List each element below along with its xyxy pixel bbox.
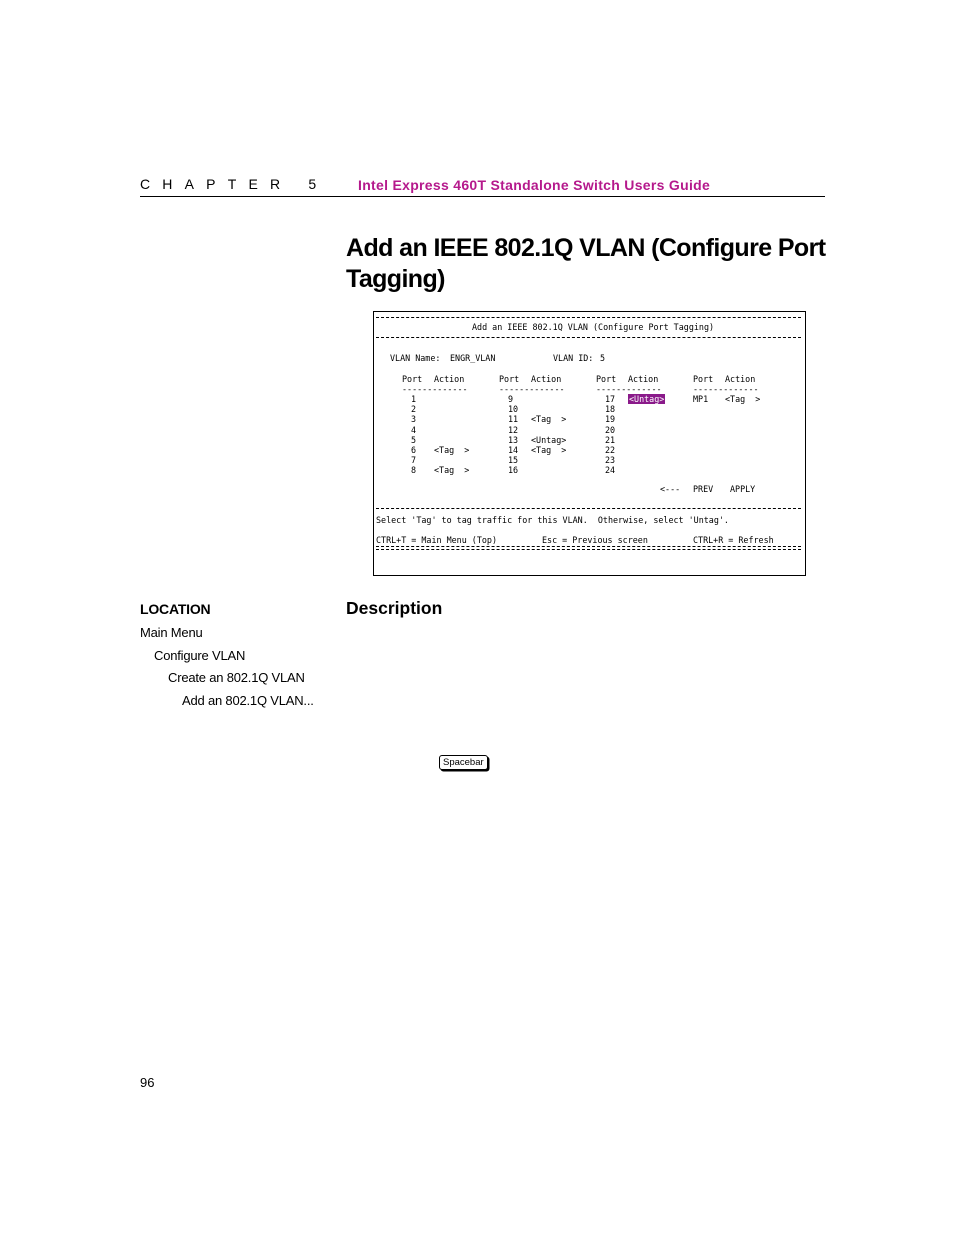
port-action-field[interactable]: <Tag >: [725, 394, 761, 404]
port-column-header: Port: [499, 374, 520, 384]
port-number: 14: [508, 445, 519, 455]
divider: [376, 317, 801, 318]
location-item: Create an 802.1Q VLAN: [168, 670, 305, 685]
port-number: 3: [411, 414, 417, 425]
port-number: 9: [508, 394, 514, 404]
port-number: 22: [605, 445, 616, 455]
chapter-header: [140, 176, 825, 197]
prev-button[interactable]: PREV: [693, 484, 714, 494]
port-number: 24: [605, 465, 616, 476]
action-column-header: Action: [434, 374, 465, 384]
vlan-id-label: VLAN ID:: [553, 353, 594, 363]
action-column-header: Action: [531, 374, 562, 384]
column-underline: -------------: [596, 384, 662, 394]
shortcut-refresh: CTRL+R = Refresh: [693, 535, 774, 545]
port-action-field[interactable]: <Untag>: [629, 394, 665, 404]
terminal-screenshot: [373, 311, 806, 576]
divider: [376, 546, 801, 550]
chapter-label: CHAPTER 5: [140, 176, 329, 192]
help-text: Select 'Tag' to tag traffic for this VLAN. Otherwise, select 'Untag'.: [376, 515, 729, 525]
port-number: 10: [508, 404, 519, 415]
port-number: 12: [508, 424, 519, 435]
description-heading: Description: [346, 598, 443, 618]
vlan-name-label: VLAN Name:: [390, 353, 441, 363]
port-number: 16: [508, 465, 519, 476]
location-item: Add an 802.1Q VLAN...: [182, 693, 314, 708]
port-number: 7: [411, 455, 417, 466]
location-item: Configure VLAN: [154, 648, 246, 663]
divider: [376, 337, 801, 338]
port-action-field[interactable]: <Tag >: [531, 414, 567, 425]
vlan-id-value: 5: [600, 353, 606, 363]
location-heading: LOCATION: [140, 601, 211, 617]
shortcut-main-menu: CTRL+T = Main Menu (Top): [376, 535, 498, 545]
screen-title: Add an IEEE 802.1Q VLAN (Configure Port Tagging): [472, 322, 715, 332]
back-arrow[interactable]: <---: [660, 484, 681, 494]
port-number: 5: [411, 434, 417, 445]
column-underline: -------------: [693, 384, 759, 394]
port-number: 19: [605, 414, 616, 425]
divider: [376, 508, 801, 509]
port-number: 8: [411, 465, 417, 476]
action-column-header: Action: [628, 374, 659, 384]
port-number: 23: [605, 455, 616, 466]
port-action-field[interactable]: <Tag >: [434, 465, 470, 476]
port-column-header: Port: [596, 374, 617, 384]
port-column-header: Port: [693, 374, 714, 384]
port-number: 17: [605, 394, 616, 404]
port-number: 11: [508, 414, 519, 425]
page-title: Add an IEEE 802.1Q VLAN (Configure Port Tagging): [346, 234, 826, 293]
page-number: 96: [140, 1075, 155, 1090]
port-action-field[interactable]: <Tag >: [531, 445, 567, 455]
port-number: 18: [605, 404, 616, 415]
port-number: 20: [605, 424, 616, 435]
apply-button[interactable]: APPLY: [730, 484, 756, 494]
location-item: Main Menu: [140, 625, 203, 640]
port-action-field[interactable]: <Tag >: [434, 445, 470, 455]
port-number: 1: [411, 394, 417, 404]
port-number: 13: [508, 434, 519, 445]
guide-title: Intel Express 460T Standalone Switch Users Guide: [358, 177, 711, 193]
port-number: 21: [605, 434, 616, 445]
action-column-header: Action: [725, 374, 756, 384]
port-number: MP1: [693, 394, 709, 404]
port-number: 15: [508, 455, 519, 466]
port-column-header: Port: [402, 374, 423, 384]
port-action-field[interactable]: <Untag>: [531, 434, 567, 445]
port-number: 2: [411, 404, 417, 415]
shortcut-previous-screen: Esc = Previous screen: [542, 535, 648, 545]
port-number: 4: [411, 424, 417, 435]
column-underline: -------------: [499, 384, 565, 394]
port-number: 6: [411, 445, 417, 455]
vlan-name-value: ENGR_VLAN: [450, 353, 496, 363]
column-underline: -------------: [402, 384, 468, 394]
spacebar-key-badge: Spacebar: [439, 755, 488, 770]
